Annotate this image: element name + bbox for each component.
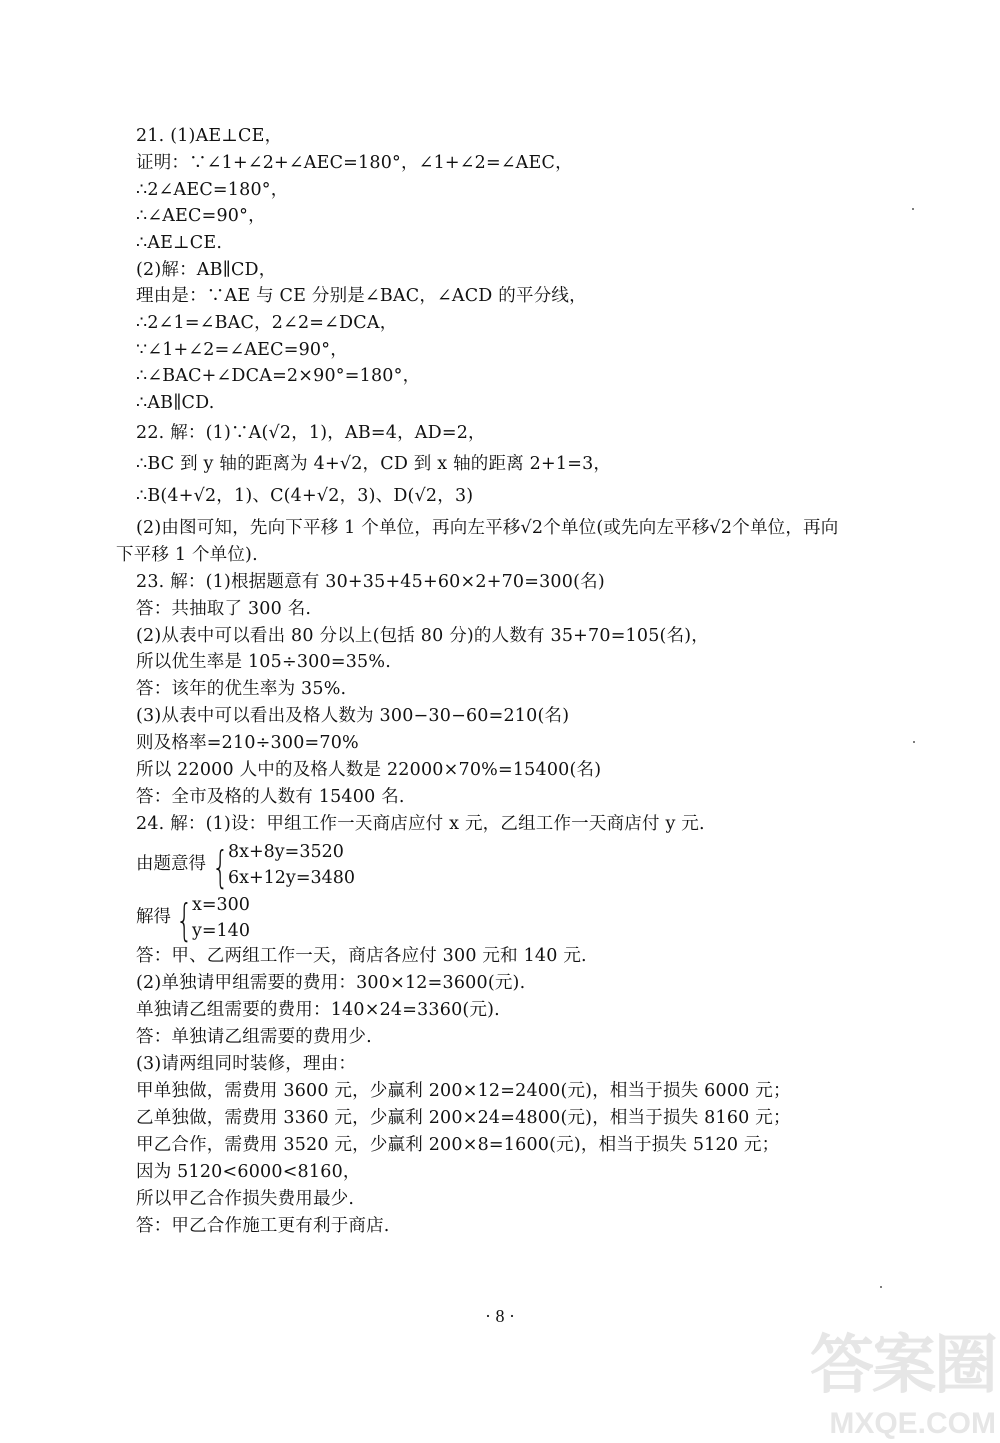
scan-speck [912,208,914,210]
text-line: ∴AB∥CD. [136,393,215,413]
text-line: 理由是：∵AE 与 CE 分别是∠BAC，∠ACD 的平分线， [136,286,587,306]
text-line: 则及格率=210÷300=70% [136,733,359,753]
watermark-cn: 答案圈 [810,1329,996,1403]
text-line: ∴2∠AEC=180°， [136,180,289,200]
equation-line: 8x+8y=3520 [228,842,344,862]
brace-symbol: { [176,895,193,946]
text-line: ∴2∠1=∠BAC，2∠2=∠DCA， [136,313,398,333]
text-line: (3)请两组同时装修，理由： [136,1054,357,1074]
text-line: 答：单独请乙组需要的费用少. [136,1027,372,1047]
equation-line: y=140 [192,921,250,941]
brace-symbol: { [212,842,229,893]
equation-label: 由题意得 [136,854,206,874]
text-line: 乙单独做，需费用 3360 元，少赢利 200×24=4800(元)，相当于损失 8160 元； [136,1108,791,1128]
text-line: 答：甲、乙两组工作一天，商店各应付 300 元和 140 元. [136,946,587,966]
text-line: 所以 22000 人中的及格人数是 22000×70%=15400(名) [136,760,602,780]
text-line: 因为 5120<6000<8160， [136,1162,361,1182]
scan-speck [913,741,915,743]
text-line: 甲单独做，需费用 3600 元，少赢利 200×12=2400(元)，相当于损失 6000 元； [136,1081,791,1101]
text-line: (2)解：AB∥CD， [136,260,277,280]
text-line: ∴∠AEC=90°， [136,206,266,226]
text-line: 22. 解：(1)∵A(√2，1)，AB=4，AD=2， [136,423,486,443]
text-line: 答：甲乙合作施工更有利于商店. [136,1216,390,1236]
scan-speck [880,1286,882,1288]
text-line: (2)单独请甲组需要的费用：300×12=3600(元). [136,973,526,993]
text-line: (2)从表中可以看出 80 分以上(包括 80 分)的人数有 35+70=105(名)， [136,626,710,646]
text-line: 所以优生率是 105÷300=35%. [136,652,391,672]
page-number: · 8 · [485,1306,515,1326]
text-line: 所以甲乙合作损失费用最少. [136,1189,355,1209]
watermark-en: MXQE.COM [829,1407,996,1440]
text-line: 24. 解：(1)设：甲组工作一天商店应付 x 元，乙组工作一天商店付 y 元. [136,814,705,834]
text-line: ∴∠BAC+∠DCA=2×90°=180°， [136,366,421,386]
text-line: 答：全市及格的人数有 15400 名. [136,787,405,807]
text-line: ∵∠1+∠2=∠AEC=90°， [136,340,348,360]
equation-label: 解得 [136,907,171,927]
text-line: 证明：∵∠1+∠2+∠AEC=180°，∠1+∠2=∠AEC， [136,153,573,173]
text-line: 21. (1)AE⊥CE， [136,126,283,146]
text-line: (2)由图可知，先向下平移 1 个单位，再向左平移√2个单位(或先向左平移√2个单位，再向 [136,518,839,538]
text-line: ∴AE⊥CE. [136,233,223,253]
text-line: 下平移 1 个单位). [116,545,258,565]
equation-line: x=300 [192,895,250,915]
text-line: 答：该年的优生率为 35%. [136,679,347,699]
text-line: 23. 解：(1)根据题意有 30+35+45+60×2+70=300(名) [136,572,605,592]
text-line: ∴BC 到 y 轴的距离为 4+√2，CD 到 x 轴的距离 2+1=3， [136,454,612,474]
watermark-logo [786,1331,996,1441]
text-line: 单独请乙组需要的费用：140×24=3360(元). [136,1000,500,1020]
text-line: ∴B(4+√2，1)、C(4+√2，3)、D(√2，3) [136,486,474,506]
equation-line: 6x+12y=3480 [228,868,356,888]
text-line: 甲乙合作，需费用 3520 元，少赢利 200×8=1600(元)，相当于损失 5120 元； [136,1135,780,1155]
text-line: (3)从表中可以看出及格人数为 300−30−60=210(名) [136,706,570,726]
text-line: 答：共抽取了 300 名. [136,599,312,619]
